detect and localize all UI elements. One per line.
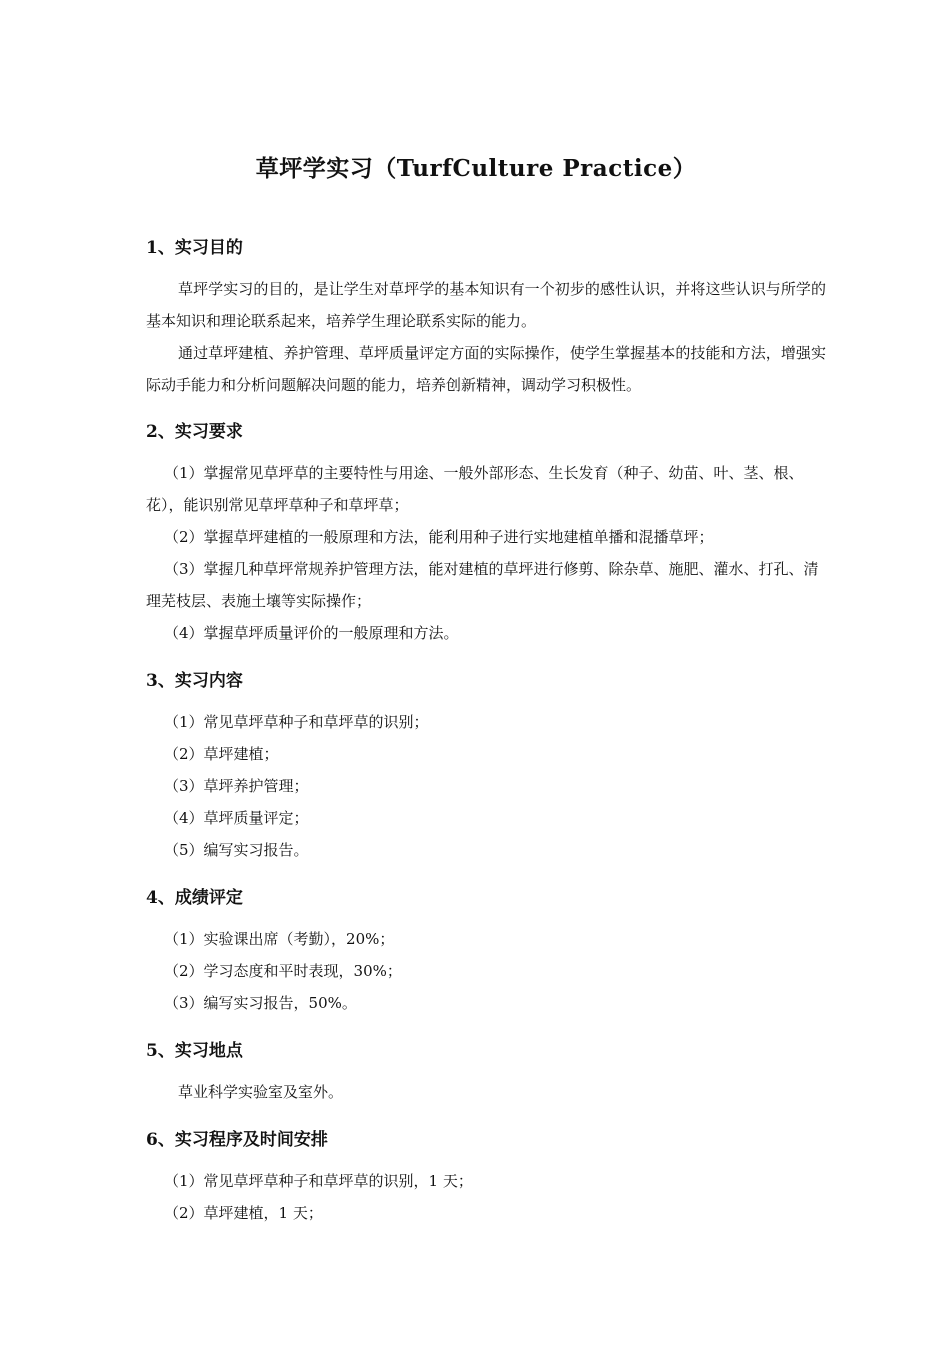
section-heading: 4、成绩评定 <box>146 888 243 908</box>
document-title: 草坪学实习（TurfCulture Practice） <box>255 155 697 182</box>
section-content <box>146 670 826 866</box>
list-item: （2）草坪建植； <box>164 745 279 763</box>
section-purpose <box>146 237 826 401</box>
section-heading: 3、实习内容 <box>146 671 243 691</box>
list-item: （4）草坪质量评定； <box>164 809 309 827</box>
list-item: （3）编写实习报告，50%。 <box>164 994 357 1012</box>
section-heading: 5、实习地点 <box>146 1041 243 1061</box>
list-item: （1）掌握常见草坪草的主要特性与用途、一般外部形态、生长发育（种子、幼苗、叶、茎、根、花），能识别常见草坪草种子和草坪草； <box>146 464 804 514</box>
list-item: （3）掌握几种草坪常规养护管理方法，能对建植的草坪进行修剪、除杂草、施肥、灌水、打孔、清理芜枝层、表施土壤等实际操作； <box>146 560 819 610</box>
list-item: （1）实验课出席（考勤），20%； <box>164 930 395 948</box>
list-item: （5）编写实习报告。 <box>164 841 309 859</box>
section-heading: 1、实习目的 <box>146 238 243 258</box>
list-item: （1）常见草坪草种子和草坪草的识别，1 天； <box>164 1172 473 1190</box>
list-item: （3）草坪养护管理； <box>164 777 309 795</box>
list-item: （1）常见草坪草种子和草坪草的识别； <box>164 713 429 731</box>
paragraph: 草坪学实习的目的，是让学生对草坪学的基本知识有一个初步的感性认识，并将这些认识与所学的基本知识和理论联系起来，培养学生理论联系实际的能力。 <box>146 280 826 330</box>
paragraph: 通过草坪建植、养护管理、草坪质量评定方面的实际操作，使学生掌握基本的技能和方法，增强实际动手能力和分析问题解决问题的能力，培养创新精神，调动学习积极性。 <box>146 344 826 394</box>
section-schedule <box>146 1129 826 1229</box>
list-item: （2）掌握草坪建植的一般原理和方法，能利用种子进行实地建植单播和混播草坪； <box>164 528 714 546</box>
section-location <box>146 1040 826 1108</box>
section-heading: 6、实习程序及时间安排 <box>146 1130 328 1150</box>
paragraph: 草业科学实验室及室外。 <box>178 1083 344 1101</box>
section-heading: 2、实习要求 <box>146 422 243 442</box>
section-requirements <box>146 421 826 649</box>
list-item: （2）草坪建植，1 天； <box>164 1204 323 1222</box>
section-grading <box>146 887 826 1019</box>
list-item: （2）学习态度和平时表现，30%； <box>164 962 402 980</box>
list-item: （4）掌握草坪质量评价的一般原理和方法。 <box>164 624 459 642</box>
